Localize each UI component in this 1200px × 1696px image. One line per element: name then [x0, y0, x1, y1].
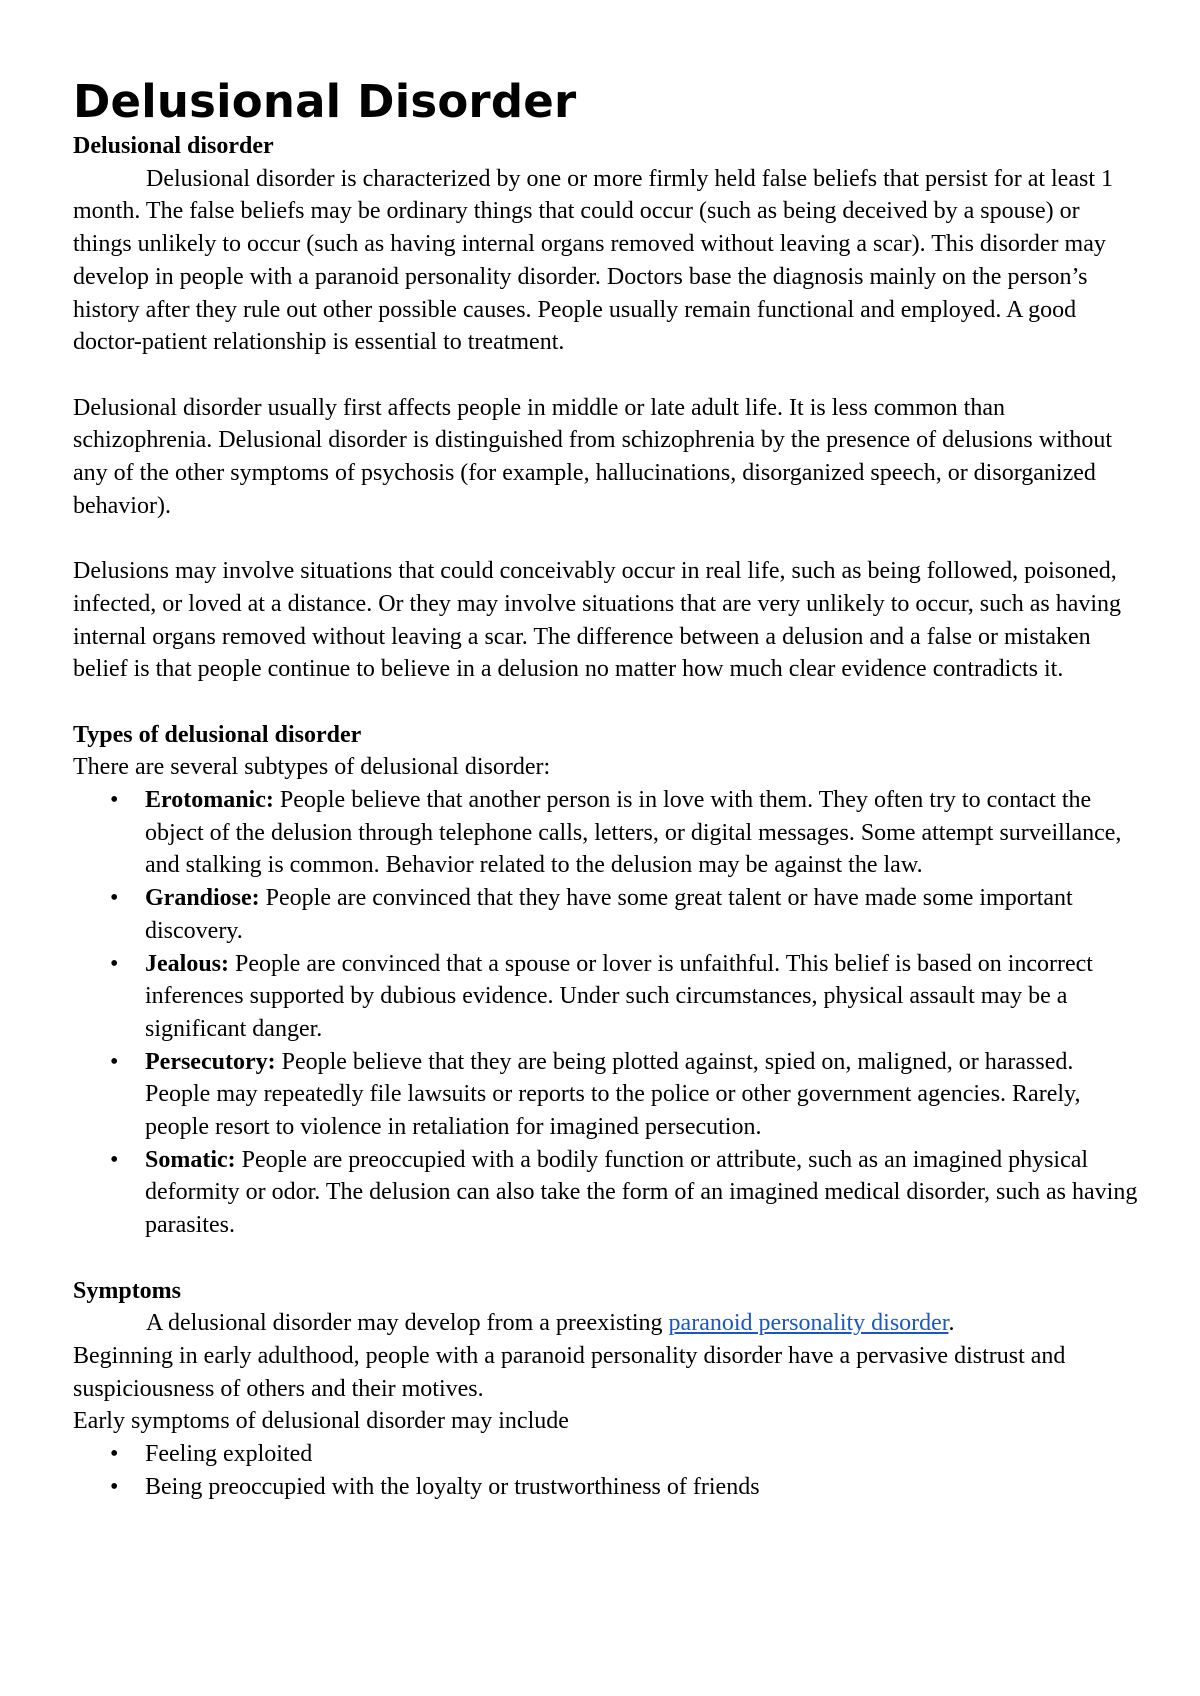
type-description: People are convinced that a spouse or lover is unfaithful. This belief is based on incorrect inferences supported by dubious evidence. Under such circumstances, physical assault may be a significant danger. — [145, 950, 1093, 1042]
type-term: Persecutory: — [145, 1048, 276, 1075]
paragraph-early-symptoms: Early symptoms of delusional disorder may include — [73, 1408, 569, 1435]
symptoms-text-after-link: . — [948, 1310, 955, 1337]
symptoms-text-before-link: A delusional disorder may develop from a preexisting — [146, 1310, 669, 1337]
bullet-icon: • — [110, 1146, 119, 1173]
symptom-text: Feeling exploited — [145, 1441, 313, 1468]
paragraph-definition: Delusional disorder is characterized by one or more firmly held false beliefs that persist for at least 1 month. The false beliefs may be ordinary things that could occur (such as being deceived by a spouse) or things unlikely to occur (such as having internal organs removed without leaving a scar). This disorder may develop in people with a paranoid personality disorder. Doctors base the diagnosis mainly on the person’s history after they rule out other possible causes. People usually remain functional and employed. A good doctor-patient relationship is essential to treatment. — [73, 165, 1113, 356]
list-item-grandiose — [110, 882, 1143, 947]
list-item — [110, 1438, 1143, 1471]
list-item-jealous — [110, 948, 1143, 1046]
list-item — [110, 1471, 1143, 1504]
paragraph-paranoid-description: Beginning in early adulthood, people with a paranoid personality disorder have a pervasive distrust and suspiciousness of others and their motives. — [73, 1342, 1066, 1402]
types-list — [73, 784, 1143, 1242]
paragraph-spacer — [73, 359, 1143, 392]
list-item-somatic — [110, 1144, 1143, 1242]
bullet-icon: • — [110, 885, 119, 912]
type-term: Somatic: — [145, 1146, 236, 1173]
type-description: People believe that another person is in love with them. They often try to contact the object of the delusion through telephone calls, letters, or digital messages. Some attempt surveillance, and stalking is common. Behavior related to the delusion may be against the law. — [145, 787, 1122, 879]
bullet-icon: • — [110, 950, 119, 977]
type-term: Grandiose: — [145, 885, 260, 912]
bullet-icon: • — [110, 1048, 119, 1075]
early-symptoms-list — [73, 1438, 1143, 1503]
paragraph-symptoms-origin — [73, 1307, 1143, 1340]
paranoid-personality-disorder-link[interactable]: paranoid personality disorder — [668, 1310, 949, 1337]
paragraph-onset: Delusional disorder usually first affects people in middle or late adult life. It is less common than schizophrenia. Delusional disorder is distinguished from schizophrenia by the presence of delusions without any of the other symptoms of psychosis (for example, hallucinations, disorganized speech, or disorganized behavior). — [73, 394, 1113, 519]
type-description: People are convinced that they have some great talent or have made some important discovery. — [145, 885, 1073, 944]
type-term: Jealous: — [145, 950, 229, 977]
paragraph-spacer — [73, 522, 1143, 555]
document-page — [73, 74, 1143, 1503]
document-title: Delusional Disorder — [73, 75, 577, 128]
section-heading-symptoms: Symptoms — [73, 1277, 182, 1304]
paragraph-spacer — [73, 686, 1143, 719]
list-item-persecutory — [110, 1046, 1143, 1144]
types-intro: There are several subtypes of delusional disorder: — [73, 754, 551, 781]
bullet-icon: • — [110, 1473, 119, 1500]
type-term: Erotomanic: — [145, 787, 274, 814]
paragraph-spacer — [73, 1242, 1143, 1275]
paragraph-delusions: Delusions may involve situations that could conceivably occur in real life, such as being followed, poisoned, infected, or loved at a distance. Or they may involve situations that are very unlikely to occur, such as having internal organs removed without leaving a scar. The difference between a delusion and a false or mistaken belief is that people continue to believe in a delusion no matter how much clear evidence contradicts it. — [73, 558, 1122, 683]
type-description: People are preoccupied with a bodily function or attribute, such as an imagined physical deformity or odor. The delusion can also take the form of an imagined medical disorder, such as having parasites. — [145, 1146, 1138, 1239]
list-item-erotomanic — [110, 784, 1143, 882]
type-description: People believe that they are being plotted against, spied on, maligned, or harassed. People may repeatedly file lawsuits or reports to the police or other government agencies. Rarely, people resort to violence in retaliation for imagined persecution. — [145, 1048, 1081, 1141]
section-heading-types: Types of delusional disorder — [73, 721, 362, 748]
bullet-icon: • — [110, 1441, 119, 1468]
symptom-text: Being preoccupied with the loyalty or trustworthiness of friends — [145, 1473, 760, 1500]
section-heading-delusional-disorder: Delusional disorder — [73, 133, 274, 159]
bullet-icon: • — [110, 787, 119, 814]
